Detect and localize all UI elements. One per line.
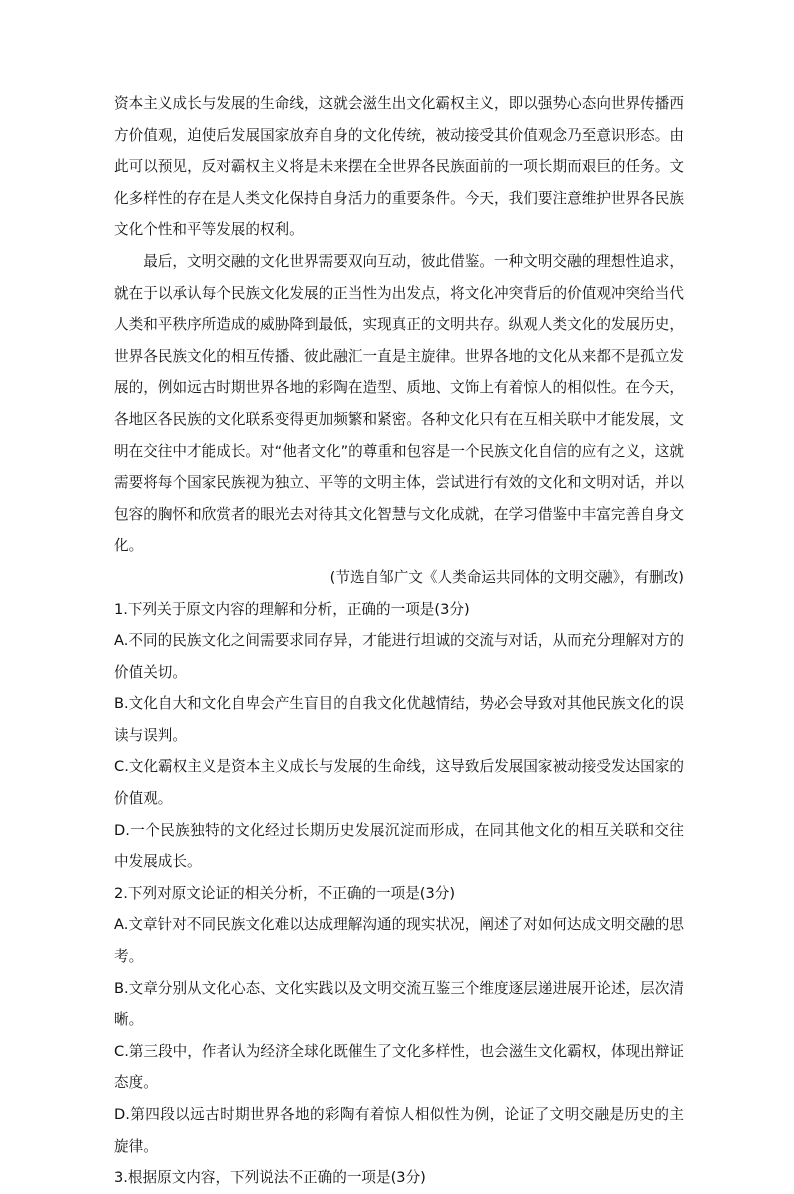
question-2-stem: 2.下列对原文论证的相关分析，不正确的一项是(3分) <box>114 884 456 902</box>
question-2-option-c: C.第三段中，作者认为经济全球化既催生了文化多样性，也会滋生文化霸权，体现出辩证态度。 <box>114 1042 684 1092</box>
document-page <box>114 88 684 1194</box>
passage-source: (节选自邹广文《人类命运共同体的文明交融》，有删改) <box>329 568 684 586</box>
question-1-option-b: B.文化自大和文化自卑会产生盲目的自我文化优越情结，势必会导致对其他民族文化的误读与误判。 <box>114 695 684 744</box>
question-2-option-b: B.文章分别从文化心态、文化实践以及文明交流互鉴三个维度逐层递进展开论述，层次清晰。 <box>114 979 684 1029</box>
question-3-stem: 3.根据原文内容，下列说法不正确的一项是(3分) <box>114 1169 426 1187</box>
passage-paragraph-1: 资本主义成长与发展的生命线，这就会滋生出文化霸权主义，即以强势心态向世界传播西方价值观，迫使后发展国家放弃自身的文化传统，被动接受其价值观念乃至意识形态。由此可以预见，反对霸权主义将是未来摆在全世界各民族面前的一项长期而艰巨的任务。文化多样性的存在是人类文化保持自身活力的重要条件。今天，我们要注意维护世界各民族文化个性和平等发展的权利。 <box>114 95 684 239</box>
question-2-option-d: D.第四段以远古时期世界各地的彩陶有着惊人相似性为例，论证了文明交融是历史的主旋律。 <box>114 1106 684 1155</box>
passage-paragraph-2: 最后，文明交融的文化世界需要双向互动，彼此借鉴。一种文明交融的理想性追求，就在于以承认每个民族文化发展的正当性为出发点，将文化冲突背后的价值观冲突给当代人类和平秩序所造成的威胁降到最低，实现真正的文明共存。纵观人类文化的发展历史，世界各民族文化的相互传播、彼此融汇一直是主旋律。世界各地的文化从来都不是孤立发展的，例如远古时期世界各地的彩陶在造型、质地、文饰上有着惊人的相似性。在今天，各地区各民族的文化联系变得更加频繁和紧密。各种文化只有在互相关联中才能发展，文明在交往中才能成长。对“他者文化”的尊重和包容是一个民族文化自信的应有之义，这就需要将每个国家民族视为独立、平等的文明主体，尝试进行有效的文化和文明对话，并以包容的胸怀和欣赏者的眼光去对待其文化智慧与文化成就，在学习借鉴中丰富完善自身文化。 <box>114 252 684 555</box>
question-2-option-a: A.文章针对不同民族文化难以达成理解沟通的现实状况，阐述了对如何达成文明交融的思考。 <box>114 916 684 966</box>
question-1-option-d: D.一个民族独特的文化经过长期历史发展沉淀而形成，在同其他文化的相互关联和交往中发展成长。 <box>114 821 684 871</box>
question-1-option-a: A.不同的民族文化之间需要求同存异，才能进行坦诚的交流与对话，从而充分理解对方的价值关切。 <box>114 632 684 681</box>
question-1-option-c: C.文化霸权主义是资本主义成长与发展的生命线，这导致后发展国家被动接受发达国家的价值观。 <box>114 758 684 808</box>
question-1-stem: 1.下列关于原文内容的理解和分析，正确的一项是(3分) <box>114 600 470 618</box>
